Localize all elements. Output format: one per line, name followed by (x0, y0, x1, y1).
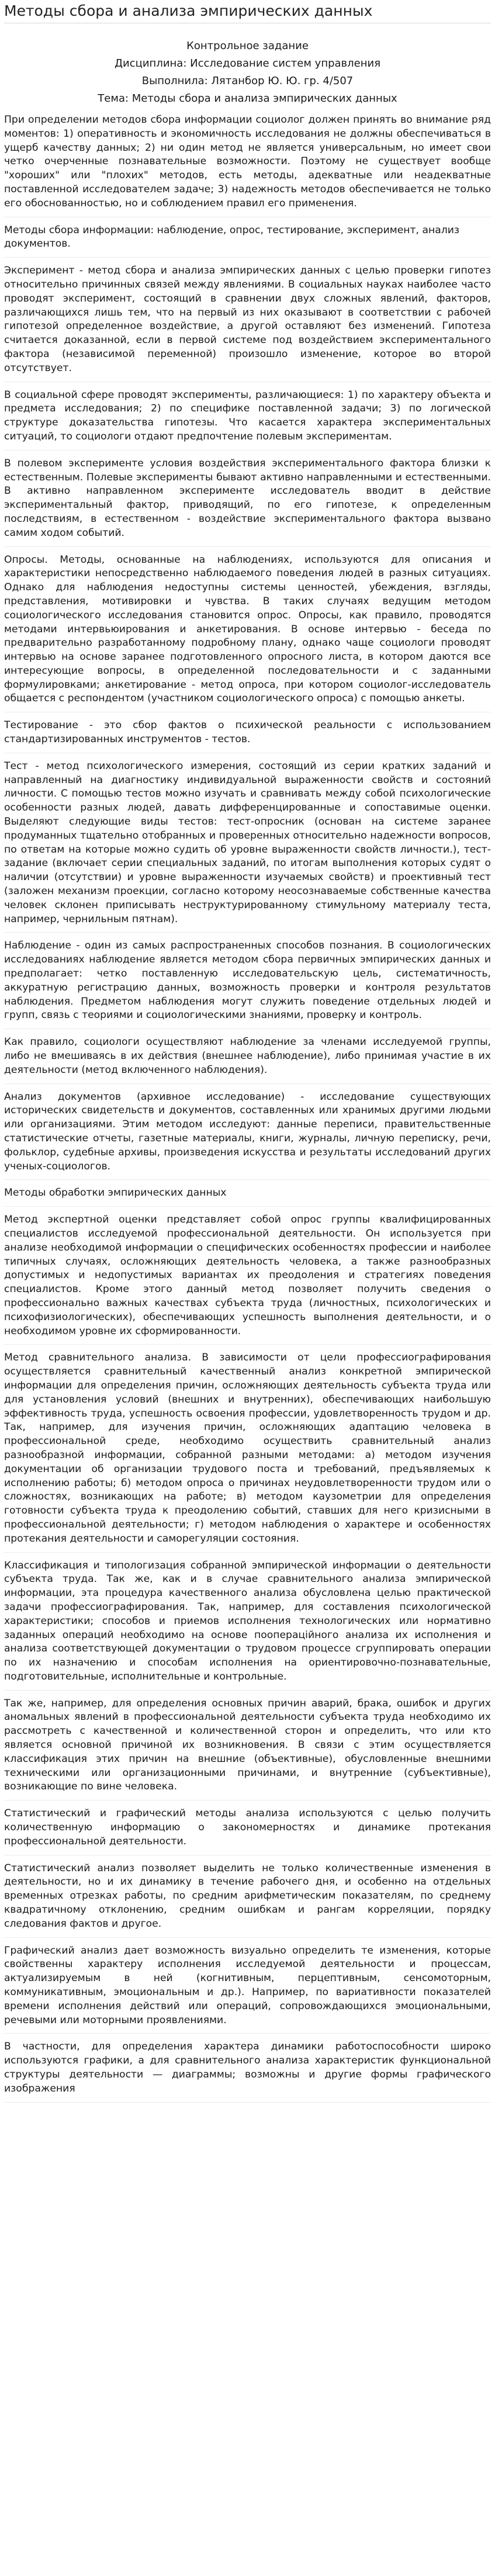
document-body (4, 113, 491, 2103)
paragraph: В социальной сфере проводят эксперименты, различающиеся: 1) по характеру объекта и предмета исследования; 2) по специфике поставленной задачи; 3) по логической структуре доказательства гипотезы. Что касается характера экспериментальных ситуаций, то социологи отдают предпочтение полевым экспериментам. (4, 389, 491, 451)
paragraph: Наблюдение - один из самых распространенных способов познания. В социологических исследованиях наблюдение является методом сбора первичных эмпирических данных и предполагает: четко поставленную исследовательскую цель, систематичность, аккуратную регистрацию данных, возможность проверки и контроля результатов наблюдения. Предметом наблюдения могут служить поведение отдельных людей и групп, связь с теориями и социологическими знаниями, проверку и контроль. (4, 939, 491, 1029)
paragraph: В полевом эксперименте условия воздействия экспериментального фактора близки к естественным. Полевые эксперименты бывают активно направленными и естественными. В активно направленном эксперименте исследователь вводит в действие экспериментальный фактор, приводящий, по его гипотезе, к определенным последствиям, в естественном - воздействие экспериментального фактора вызвано самим ходом событий. (4, 457, 491, 547)
paragraph: Как правило, социологи осуществляют наблюдение за членами исследуемой группы, либо не вмешиваясь в их действия (внешнее наблюдение), либо принимая участие в их деятельности (метод включенного наблюдения). (4, 1036, 491, 1083)
paragraph: Тест - метод психологического измерения, состоящий из серии кратких заданий и направленный на диагностику индивидуальной выраженности свойств и состояний личности. С помощью тестов можно изучать и сравнивать между собой психологические особенности разных людей, давать дифференцированные и сопоставимые оценки. Выделяют следующие виды тестов: тест-опросник (основан на системе заранее продуманных тщательно отобранных и проверенных относительно надежности вопросов, по ответам на которые можно судить об уровне выраженности свойств личности.), тест-задание (включает серии специальных заданий, по итогам выполнения которых судят о наличии (отсутствии) и уровне выраженности изучаемых свойств) и проективный тест (заложен механизм проекции, согласно которому неосознаваемые собственные качества человек склонен приписывать неструктурированному стимульному материалу теста, например, чернильным пятнам). (4, 760, 491, 933)
paragraph: Эксперимент - метод сбора и анализа эмпирических данных с целью проверки гипотез относительно причинных связей между явлениями. В социальных науках наиболее часто проводят эксперимент, состоящий в сравнении двух сложных явлений, факторов, различающихся лишь тем, что на первый из них оказывают в соответствии с рабочей гипотезой определенное воздействие, а другой оставляют без изменений. Гипотеза считается доказанной, если в первой системе под воздействием экспериментального фактора (независимой переменной) произошло изменение, которое во второй отсутствует. (4, 264, 491, 382)
paragraph: Метод сравнительного анализа. В зависимости от цели профессиографирования осуществляется сравнительный качественный анализ конкретной эмпирической информации для определения причин, осложняющих деятельность субъекта труда или для установления условий (внешних и внутренних), обеспечивающих наибольшую эффективность труда, успешность освоения профессии, удовлетворенность трудом и др. Так, например, для изучения причин, осложняющих адаптацию человека в профессиональной среде, необходимо осуществить сравнительный анализ разнообразной информации, собранной разными методами: а) методом изучения документации об организации трудового поста и требований, предъявляемых к исполнению работы; б) методом опроса о причинах неудовлетворенности трудом или о сложностях, возникающих на работе; в) методом каузометрии для определения готовности субъекта труда к преодолению событий, ставших для него кризисными в профессиональной деятельности; г) методом наблюдения о характере и особенностях протекания деятельности и саморегуляции состояния. (4, 1351, 491, 1552)
title-block (4, 37, 491, 108)
document-title: Методы сбора и анализа эмпирических данных (4, 0, 491, 23)
paragraph: В частности, для определения характера динамики работоспособности широко используются графики, а для сравнительного анализа характеристик функциональной структуры деятельности — диаграммы; возможны и другие формы графического изображения (4, 2040, 491, 2102)
author-line: Выполнила: Лятанбор Ю. Ю. гр. 4/507 (141, 75, 354, 87)
paragraph: Метод экспертной оценки представляет собой опрос группы квалифицированных специалистов исследуемой профессиональной деятельности. Он используется при анализе необходимой информации о специфических особенностях профессии и наиболее типичных случаях, осложняющих деятельность человека, а также разнообразных допустимых и недопустимых вариантах их преодоления и стратегиях поведения специалистов. Кроме этого данный метод позволяет получить сведения о профессионально важных качествах субъекта труда (личностных, психологических и психофизиологических), обеспечивающих успешность выполнения деятельности, и о необходимом уровне их сформированности. (4, 1213, 491, 1345)
paragraph: Статистический анализ позволяет выделить не только количественные изменения в деятельности, но и их динамику в течение рабочего дня, и особенно на отдельных временных отрезках работы, по средним арифметическим показателям, по среднему квадратичному отклонению, средним ошибкам и рангам корреляции, порядку следования фактов и другое. (4, 1862, 491, 1938)
paragraph: Опросы. Методы, основанные на наблюдениях, используются для описания и характеристики непосредственно наблюдаемого поведения людей в разных ситуациях. Однако для наблюдения недоступны системы ценностей, убеждения, взгляды, представления, мотивировки и чувства. В таких случаях ведущим методом социологического исследования становится опрос. Опросы, как правило, проводятся методами интервьюирования и анкетирования. В основе интервью - беседа по предварительно разработанному подробному плану, однако чаще социологи проводят интервью на основе заранее подготовленного опросного листа, в котором даются все интересующие вопросы, в определенной последовательности и с заданными формулировками; анкетирование - метод опроса, при котором социолог-исследователь общается с респондентом (участником социологического опроса) с помощью анкеты. (4, 553, 491, 713)
paragraph: Классификация и типологизация собранной эмпирической информации о деятельности субъекта труда. Так же, как и в случае сравнительного анализа эмпирической информации, эта процедура качественного анализа обусловлена целью практической задачи профессиографирования. Так, например, для составления психологической характеристики; способов и приемов исполнения технологических или нормативно заданных операций необходимо на основе поопераційного анализа их исполнения и анализа соответствующей документации о трудовом процессе сгруппировать операции по их назначению и способам исполнения на ориентировочно-познавательные, подготовительные, исполнительные и контрольные. (4, 1559, 491, 1691)
paragraph: Тестирование - это сбор фактов о психической реальности с использованием стандартизированных инструментов - тестов. (4, 719, 491, 753)
paragraph: Графический анализ дает возможность визуально определить те изменения, которые свойственны характеру исполнения исследуемой деятельности и процессам, актуализируемым в ней (когнитивным, перцептивным, сенсомоторным, коммуникативным, эмоциональным и др.). Например, по вариативности показателей времени исполнения действий или операций, сопровождающихся эмоциональными, речевыми или моторными проявлениями. (4, 1944, 491, 2034)
topic-line: Тема: Методы сбора и анализа эмпирических данных (98, 92, 397, 105)
assignment-label: Контрольное задание (186, 40, 309, 52)
paragraph: При определении методов сбора информации социолог должен принять во внимание ряд моментов: 1) оперативность и экономичность исследования не должны обеспечиваться в ущерб качеству данных; 2) ни один метод не является универсальным, но имеет свои четко очерченные познавательные возможности. Поэтому не существует вообще "хороших" или "плохих" методов, есть методы, адекватные или неадекватные поставленной исследователем задаче; 3) надежность методов обеспечивается не только его обоснованностью, но и соблюдением правил его применения. (4, 113, 491, 217)
discipline-line: Дисциплина: Исследование систем управления (114, 57, 381, 70)
paragraph: Анализ документов (архивное исследование) - исследование существующих исторических свидетельств и документов, составленных или хранимых другими людьми или организациями. Этим методом исследуют: данные переписи, правительственные статистические отчеты, газетные материалы, книги, журналы, личную переписку, речи, фольклор, судебные архивы, произведения искусства и результаты исследований других ученых-социологов. (4, 1090, 491, 1180)
paragraph: Так же, например, для определения основных причин аварий, брака, ошибок и других аномальных явлений в профессиональной деятельности субъекта труда необходимо их рассмотреть с качественной и количественной сторон и определить, что или кто является основной причиной их возникновения. В связи с этим осуществляется классификация этих причин на внешние (объективные), обусловленные внешними техническими или организационными причинами, и внутренние (субъективные), возникающие по вине человека. (4, 1697, 491, 1801)
section-heading: Методы обработки эмпирических данных (4, 1186, 491, 1207)
paragraph: Статистический и графический методы анализа используются с целью получить количественную информацию о закономерностях и динамике протекания профессиональной деятельности. (4, 1807, 491, 1855)
section-heading: Методы сбора информации: наблюдение, опрос, тестирование, эксперимент, анализ документов. (4, 224, 491, 258)
